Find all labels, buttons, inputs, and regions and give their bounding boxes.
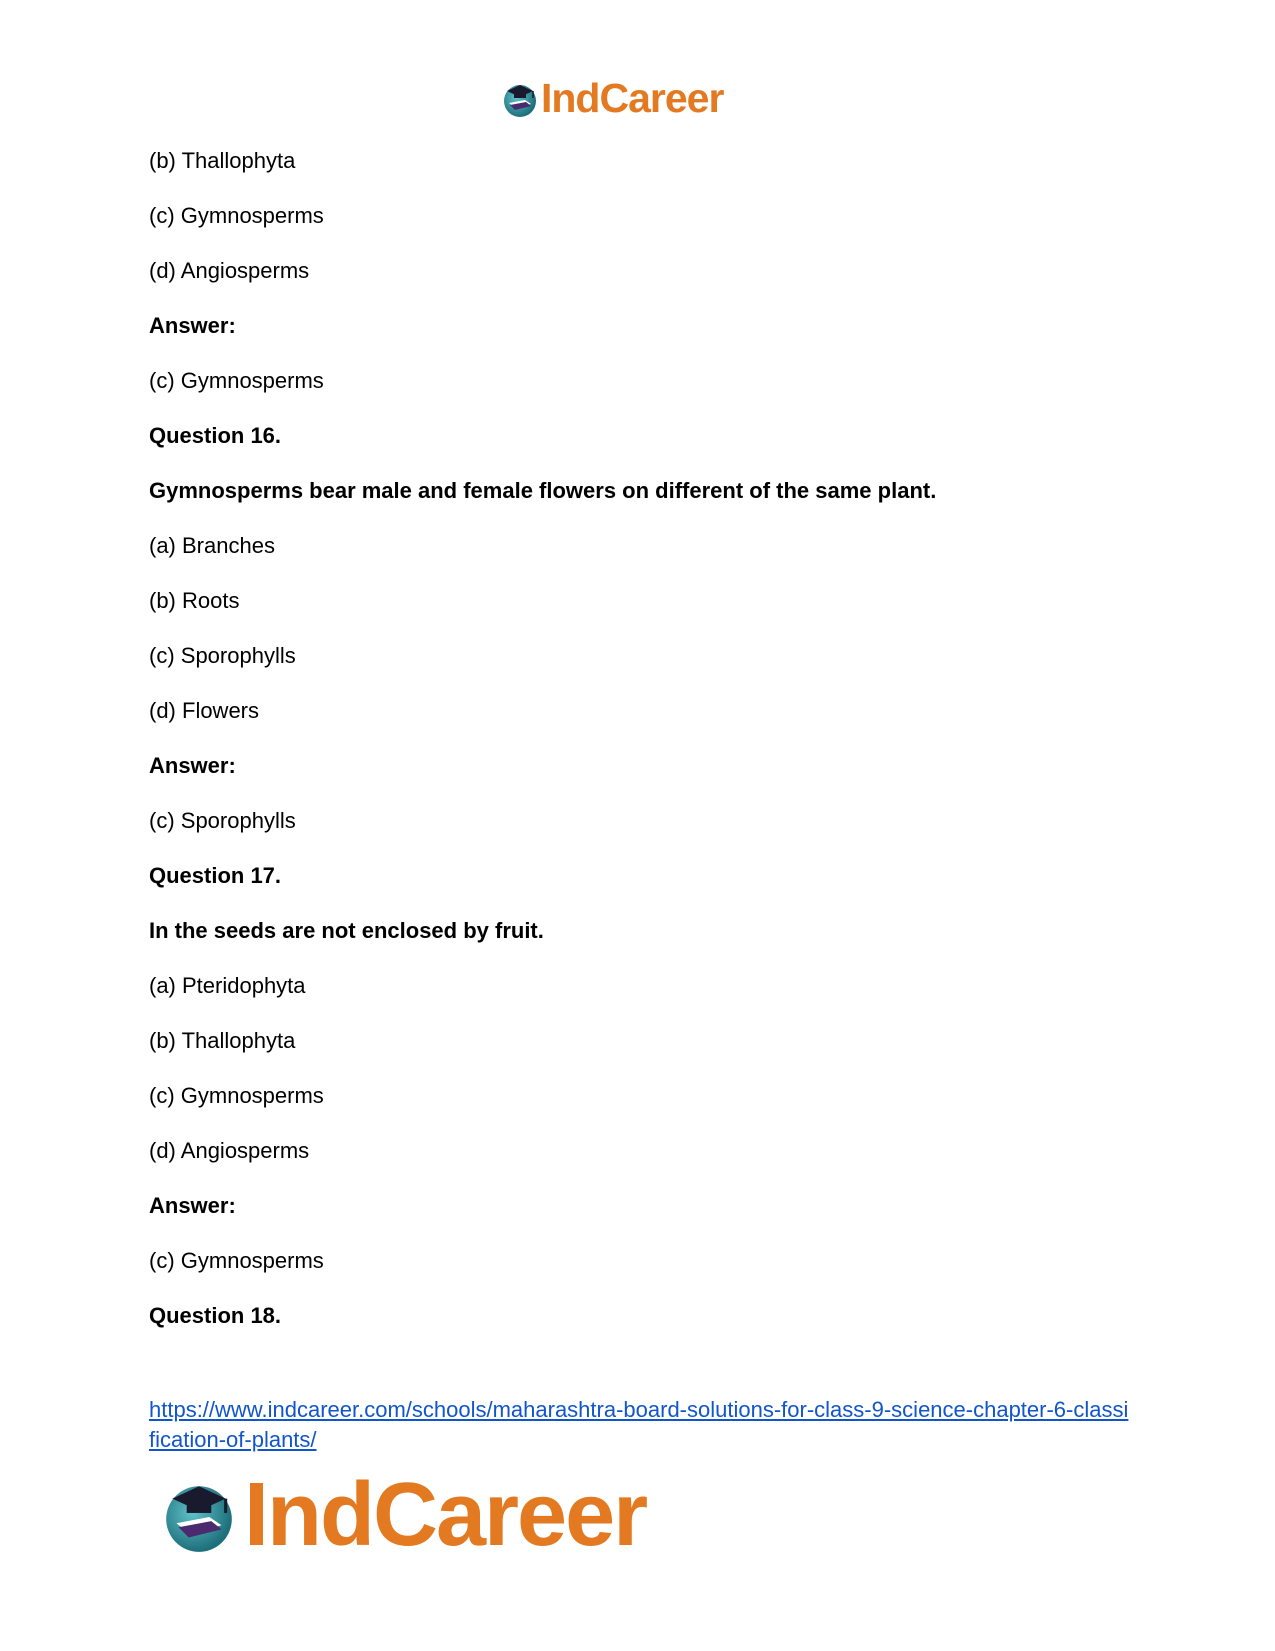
option-line: (c) Gymnosperms xyxy=(149,1083,324,1108)
option-line: (c) Gymnosperms xyxy=(149,203,324,228)
option-line: (b) Thallophyta xyxy=(149,148,296,173)
option-line: (b) Thallophyta xyxy=(149,1028,296,1053)
answer-value: (c) Gymnosperms xyxy=(149,368,324,393)
question-heading: Question 18. xyxy=(149,1303,282,1328)
option-line: (d) Flowers xyxy=(149,698,260,723)
brand-wordmark: IndCareer xyxy=(244,1465,647,1565)
answer-value: (c) Gymnosperms xyxy=(149,1248,324,1273)
question-heading: Question 17. xyxy=(149,863,282,888)
question-heading: Question 16. xyxy=(149,423,282,448)
footer-logo xyxy=(158,1465,647,1565)
question-text: In the seeds are not enclosed by fruit. xyxy=(149,918,544,943)
option-line: (a) Pteridophyta xyxy=(149,973,306,998)
option-line: (d) Angiosperms xyxy=(149,1138,310,1163)
answer-value: (c) Sporophylls xyxy=(149,808,296,833)
document-body xyxy=(149,146,1149,1356)
option-line: (a) Branches xyxy=(149,533,275,558)
question-text: Gymnosperms bear male and female flowers on different of the same plant. xyxy=(149,478,937,503)
graduation-cap-globe-icon xyxy=(500,79,540,119)
header-logo xyxy=(500,75,724,121)
source-url-link[interactable]: https://www.indcareer.com/schools/maharashtra-board-solutions-for-class-9-science-chapter-6-classification-of-plants/ xyxy=(149,1397,1129,1452)
answer-label: Answer: xyxy=(149,313,236,338)
graduation-cap-globe-icon xyxy=(158,1474,240,1556)
option-line: (b) Roots xyxy=(149,588,240,613)
option-line: (d) Angiosperms xyxy=(149,258,310,283)
brand-wordmark: IndCareer xyxy=(541,75,724,121)
answer-label: Answer: xyxy=(149,753,236,778)
answer-label: Answer: xyxy=(149,1193,236,1218)
option-line: (c) Sporophylls xyxy=(149,643,296,668)
